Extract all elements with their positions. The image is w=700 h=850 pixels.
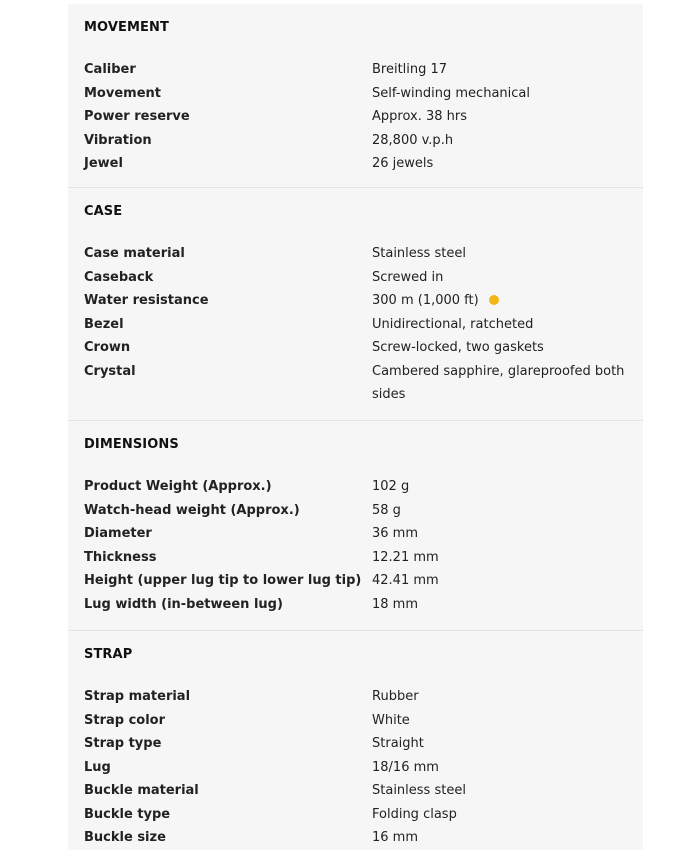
spec-row-buckle-material: [84, 779, 643, 803]
spec-row-case-material: [84, 242, 643, 266]
section-case: [68, 188, 643, 421]
section-title: MOVEMENT: [84, 20, 169, 35]
spec-label: Buckle size: [84, 830, 166, 845]
spec-value: Approx. 38 hrs: [372, 109, 467, 124]
spec-row-strap-type: [84, 732, 643, 756]
spec-label: Strap color: [84, 712, 166, 728]
spec-label: Crown: [84, 340, 131, 355]
spec-label: Caseback: [84, 269, 154, 285]
spec-row-caseback: [84, 266, 643, 290]
specifications-panel: [68, 4, 643, 850]
spec-row-buckle-size: [84, 826, 643, 850]
spec-value: 12.21 mm: [372, 549, 439, 565]
spec-value: 26 jewels: [372, 156, 434, 171]
spec-value: Folding clasp: [372, 806, 457, 822]
spec-row-crystal: [84, 360, 643, 407]
spec-value: Unidirectional, ratcheted: [372, 316, 534, 332]
spec-label: Bezel: [84, 316, 124, 332]
spec-label: Jewel: [84, 156, 123, 171]
spec-value: Cambered sapphire, glareproofed both sides: [372, 363, 625, 402]
spec-row-height: [84, 569, 643, 593]
section-movement: [68, 4, 643, 188]
spec-row-bezel: [84, 313, 643, 337]
spec-label: Crystal: [84, 363, 136, 379]
section-title: CASE: [84, 204, 123, 219]
section-strap: [68, 631, 643, 850]
spec-row-watch-head-weight: [84, 499, 643, 523]
spec-value: Stainless steel: [372, 246, 466, 261]
spec-label: Strap type: [84, 736, 162, 751]
spec-row-buckle-type: [84, 803, 643, 827]
spec-label: Caliber: [84, 62, 136, 77]
spec-row-movement: [84, 82, 643, 106]
spec-row-crown: [84, 336, 643, 360]
spec-label: Watch-head weight (Approx.): [84, 502, 300, 518]
spec-row-vibration: [84, 129, 643, 153]
spec-label: Buckle type: [84, 806, 171, 822]
spec-label: Lug: [84, 759, 111, 775]
spec-value: 102 g: [372, 479, 410, 494]
spec-value: White: [372, 712, 410, 728]
section-title: DIMENSIONS: [84, 437, 179, 452]
spec-row-jewel: [84, 152, 643, 176]
spec-row-power-reserve: [84, 105, 643, 129]
spec-label: Product Weight (Approx.): [84, 479, 272, 494]
spec-label: Thickness: [84, 549, 157, 565]
info-icon[interactable]: [489, 295, 499, 305]
spec-label: Height (upper lug tip to lower lug tip): [84, 573, 362, 588]
spec-label: Movement: [84, 85, 161, 101]
spec-value: Stainless steel: [372, 783, 466, 798]
spec-label: Strap material: [84, 689, 191, 704]
spec-row-water-resistance: [84, 289, 643, 313]
spec-value: Screw-locked, two gaskets: [372, 340, 544, 355]
spec-value: 18 mm: [372, 596, 419, 612]
section-title: STRAP: [84, 647, 133, 662]
spec-value: 36 mm: [372, 526, 419, 541]
spec-row-caliber: [84, 58, 643, 82]
spec-label: Water resistance: [84, 293, 209, 308]
spec-value-with-icon: [372, 289, 630, 313]
spec-row-thickness: [84, 546, 643, 570]
spec-value: 18/16 mm: [372, 759, 439, 775]
spec-row-product-weight: [84, 475, 643, 499]
spec-row-strap-material: [84, 685, 643, 709]
spec-row-strap-color: [84, 709, 643, 733]
spec-row-lug: [84, 756, 643, 780]
spec-label: Case material: [84, 246, 185, 261]
spec-value: Straight: [372, 736, 424, 751]
spec-value: 300 m (1,000 ft): [372, 293, 479, 308]
spec-value: Rubber: [372, 689, 419, 704]
spec-label: Power reserve: [84, 109, 190, 124]
spec-label: Buckle material: [84, 783, 199, 798]
spec-value: 58 g: [372, 502, 401, 518]
spec-value: Screwed in: [372, 269, 444, 285]
spec-value: 42.41 mm: [372, 573, 439, 588]
spec-row-diameter: [84, 522, 643, 546]
spec-label: Diameter: [84, 526, 152, 541]
spec-label: Lug width (in-between lug): [84, 596, 283, 612]
section-dimensions: [68, 421, 643, 631]
spec-value: Self-winding mechanical: [372, 85, 530, 101]
spec-value: 16 mm: [372, 830, 419, 845]
spec-label: Vibration: [84, 132, 152, 148]
spec-row-lug-width: [84, 593, 643, 617]
spec-value: 28,800 v.p.h: [372, 132, 454, 148]
spec-value: Breitling 17: [372, 62, 448, 77]
